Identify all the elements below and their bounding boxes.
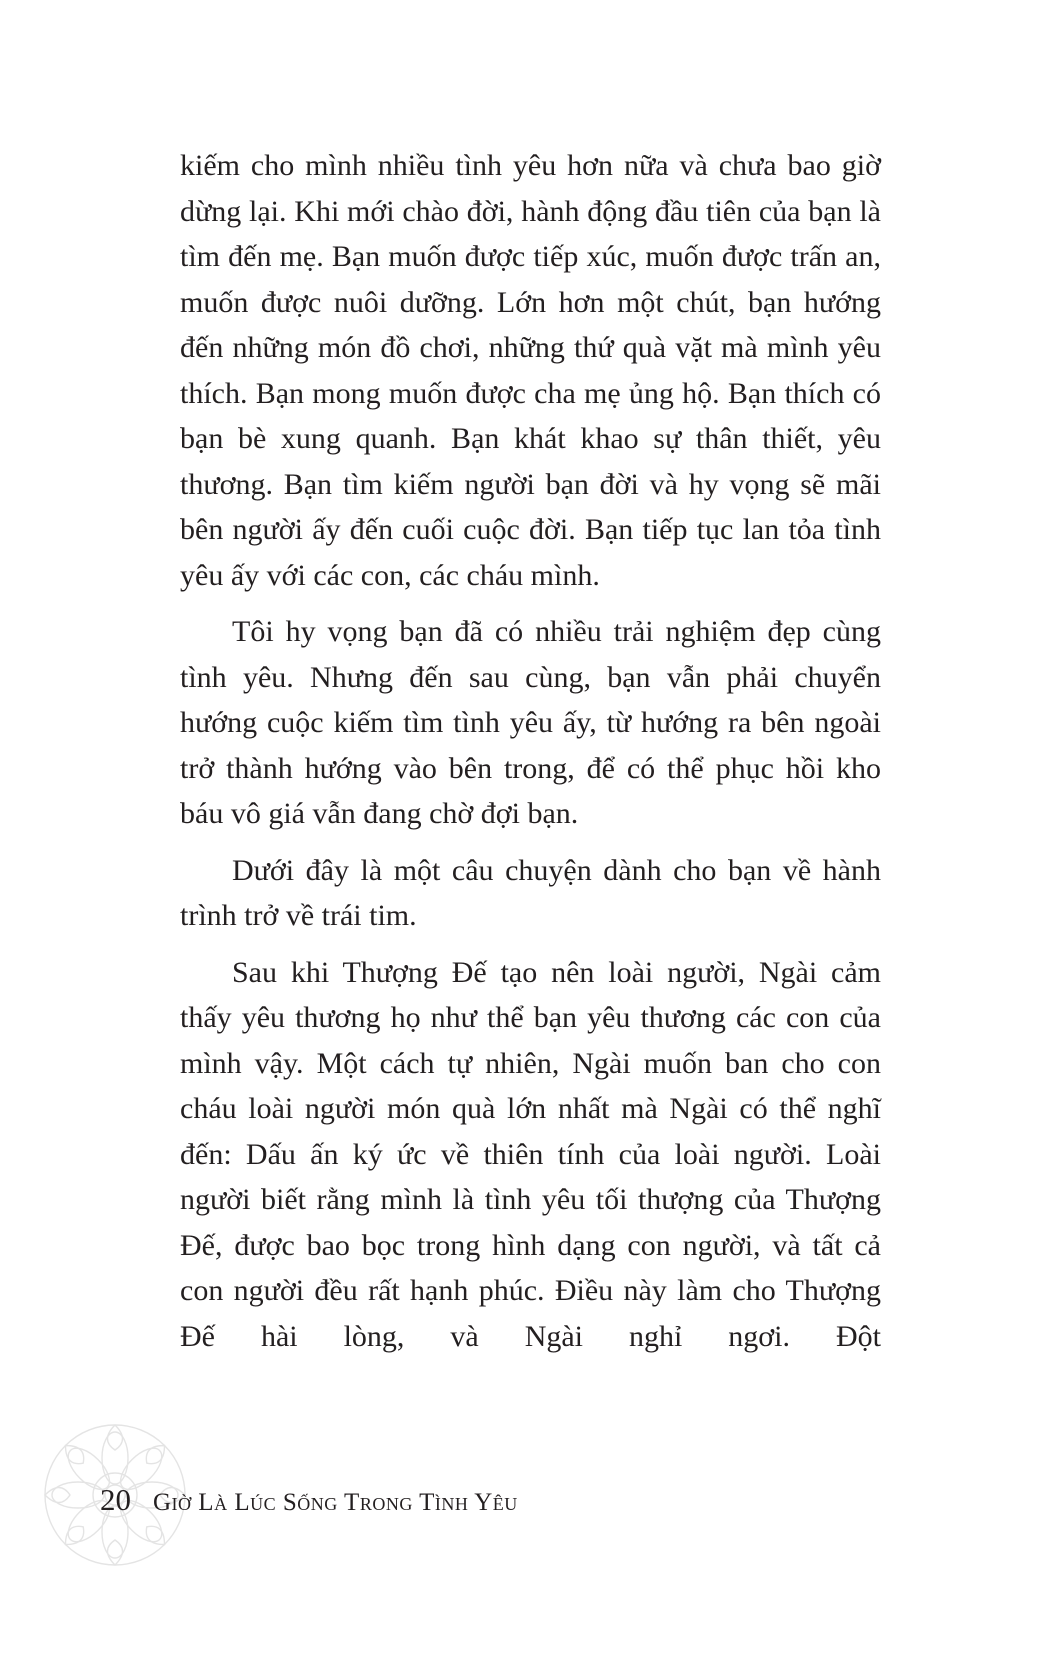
page-number: 20 bbox=[100, 1482, 131, 1517]
paragraph-creation-story: Sau khi Thượng Đế tạo nên loài người, Ngài cảm thấy yêu thương họ như thể bạn yêu thương các con của mình vậy. Một cách tự nhiên, Ngài muốn ban cho con cháu loài người món quà lớn nhất mà Ngài có thể nghĩ đến: Dấu ấn ký ức về thiên tính của loài người. Loài người biết rằng mình là tình yêu tối thượng của Thượng Đế, được bao bọc trong hình dạng con người, và tất cả con người đều rất hạnh phúc. Điều này làm cho Thượng Đế hài lòng, và Ngài nghỉ ngơi. Đột bbox=[180, 955, 881, 1353]
running-title: Giờ Là Lúc Sống Trong Tình Yêu bbox=[153, 1489, 518, 1516]
paragraph-continued: kiếm cho mình nhiều tình yêu hơn nữa và chưa bao giờ dừng lại. Khi mới chào đời, hành động đầu tiên của bạn là tìm đến mẹ. Bạn muốn được tiếp xúc, muốn được trấn an, muốn được nuôi dưỡng. Lớn hơn một chút, bạn hướng đến những món đồ chơi, những thứ quà vặt mà mình yêu thích. Bạn mong muốn được cha mẹ ủng hộ. Bạn thích có bạn bè xung quanh. Bạn khát khao sự thân thiết, yêu thương. Bạn tìm kiếm người bạn đời và hy vọng sẽ mãi bên người ấy đến cuối cuộc đời. Bạn tiếp tục lan tỏa tình yêu ấy với các con, các cháu mình. bbox=[180, 149, 881, 592]
paragraph-love-experiences: Tôi hy vọng bạn đã có nhiều trải nghiệm đẹp cùng tình yêu. Nhưng đến sau cùng, bạn vẫn phải chuyển hướng cuộc kiếm tìm tình yêu ấy, từ hướng ra bên ngoài trở thành hướng vào bên trong, để có thể phục hồi kho báu vô giá vẫn đang chờ đợi bạn. bbox=[180, 615, 881, 830]
body-text bbox=[180, 143, 881, 1359]
page-footer bbox=[100, 1482, 518, 1518]
paragraph-story-intro: Dưới đây là một câu chuyện dành cho bạn về hành trình trở về trái tim. bbox=[180, 853, 881, 932]
